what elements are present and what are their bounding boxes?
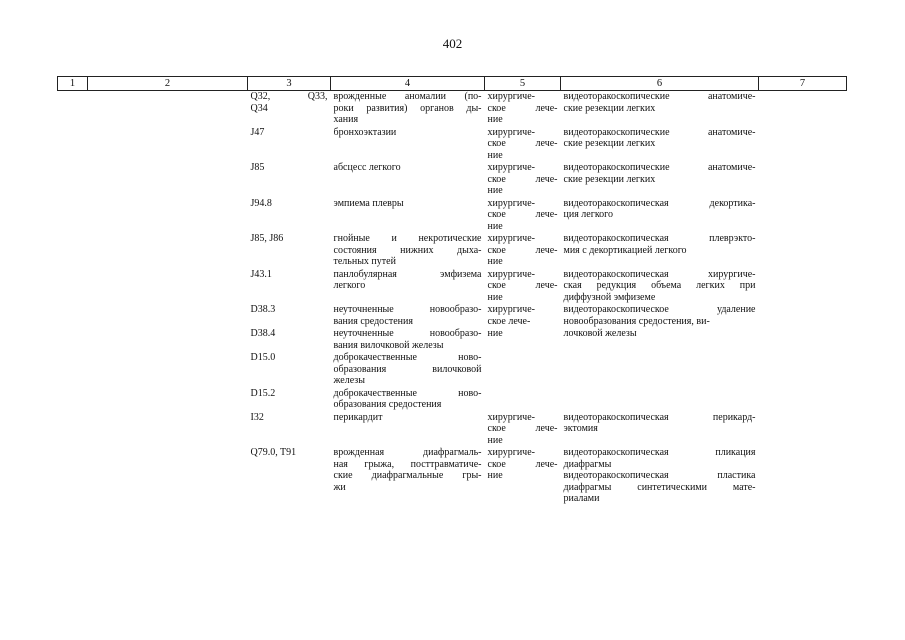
cell-line: врожденная диафрагмаль- (333, 447, 482, 458)
notes-cell (759, 304, 847, 328)
disease-cell (331, 127, 485, 163)
table-row (58, 352, 847, 388)
column-header-3: 3 (248, 77, 331, 91)
document-table (57, 76, 847, 506)
column-number-row (58, 77, 847, 91)
cell-line: ское лече- (487, 315, 531, 327)
cell-line: неуточненные новообразо- (333, 304, 482, 315)
diagnosis-code-cell (248, 269, 331, 305)
treatment-method-cell (561, 328, 759, 352)
notes-cell (759, 447, 847, 506)
diagnosis-code-cell (248, 447, 331, 506)
cell-line: видеоторакоскопическая декортика- (563, 197, 756, 209)
treatment-type-cell (485, 162, 561, 198)
column-header-6: 6 (561, 77, 759, 91)
table-row (58, 91, 847, 127)
column-header-4: 4 (331, 77, 485, 91)
treatment-method-cell (561, 162, 759, 198)
notes-cell (759, 91, 847, 127)
treatment-type-cell (485, 127, 561, 163)
treatment-method-cell (561, 447, 759, 506)
diagnosis-code-cell (248, 91, 331, 127)
treatment-type-cell (485, 328, 561, 352)
cell-line: мия с декортикацией легкого (563, 244, 687, 256)
cell-line: Q32, Q33, (250, 91, 328, 102)
column-header-2: 2 (88, 77, 248, 91)
disease-cell (331, 91, 485, 127)
notes-cell (759, 269, 847, 305)
number-cell (58, 233, 88, 269)
notes-cell (759, 162, 847, 198)
cell-line: диффузной эмфиземе (563, 291, 656, 303)
diagnosis-code-cell (248, 304, 331, 328)
number-cell (58, 304, 88, 328)
notes-cell (759, 352, 847, 388)
number-cell (58, 198, 88, 234)
cell-line: видеоторакоскопические анатомиче- (563, 126, 756, 138)
notes-cell (759, 328, 847, 352)
disease-cell (331, 198, 485, 234)
cell-line: видеоторакоскопическое удаление (563, 304, 756, 315)
notes-cell (759, 388, 847, 412)
treatment-type-cell (485, 412, 561, 448)
cell-line: ское лече- (487, 244, 558, 256)
treatment-method-cell (561, 198, 759, 234)
cell-line: новообразования средостения, ви- (563, 315, 710, 327)
table-row (58, 304, 847, 328)
cell-line: хирургиче- (487, 197, 535, 209)
number-cell (58, 412, 88, 448)
cell-line: хирургиче- (487, 304, 535, 315)
treatment-method-cell (561, 233, 759, 269)
cell-line: ское лече- (487, 102, 558, 114)
cell-line: риалами (563, 493, 600, 504)
number-cell (58, 91, 88, 127)
cell-line: видеоторакоскопическая пластика (563, 470, 756, 481)
cell-line: J94.8 (250, 197, 272, 209)
diagnosis-code-cell (248, 328, 331, 352)
cell-line: J43.1 (250, 268, 272, 280)
number-cell (58, 352, 88, 388)
profile-cell (88, 388, 248, 412)
treatment-method-cell (561, 91, 759, 127)
table-row (58, 447, 847, 506)
table-row (58, 328, 847, 352)
column-header-7: 7 (759, 77, 847, 91)
treatment-type-cell (485, 91, 561, 127)
cell-line: ские диафрагмальные гры- (333, 470, 482, 481)
profile-cell (88, 269, 248, 305)
cell-line: бронхоэктазии (333, 126, 397, 138)
cell-line: D38.4 (250, 328, 276, 339)
cell-line: роки развития) органов ды- (333, 102, 482, 114)
cell-line: ское лече- (487, 280, 558, 291)
cell-line: ние (487, 114, 503, 125)
profile-cell (88, 447, 248, 506)
cell-line: состояния нижних дыха- (333, 244, 482, 256)
profile-cell (88, 233, 248, 269)
cell-line: ние (487, 434, 503, 446)
treatment-type-cell (485, 447, 561, 506)
cell-line: ские резекции легких (563, 102, 656, 114)
cell-line: ское лече- (487, 209, 558, 220)
table-row (58, 269, 847, 305)
number-cell (58, 162, 88, 198)
cell-line: Q34 (250, 102, 268, 114)
diagnosis-code-cell (248, 233, 331, 269)
treatment-type-cell (485, 304, 561, 328)
profile-cell (88, 127, 248, 163)
disease-cell (331, 162, 485, 198)
cell-line: ская редукция объема легких при (563, 280, 756, 291)
notes-cell (759, 233, 847, 269)
profile-cell (88, 304, 248, 328)
cell-line: образования вилочковой (333, 363, 482, 375)
treatment-method-cell (561, 388, 759, 412)
cell-line: видеоторакоскопическая плеврэкто- (563, 233, 756, 244)
treatment-type-cell (485, 269, 561, 305)
diagnosis-code-cell (248, 127, 331, 163)
notes-cell (759, 198, 847, 234)
cell-line: ние (487, 328, 503, 339)
cell-line: тельных путей (333, 256, 396, 267)
disease-cell (331, 269, 485, 305)
cell-line: ское лече- (487, 138, 558, 149)
profile-cell (88, 162, 248, 198)
profile-cell (88, 198, 248, 234)
cell-line: перикардит (333, 411, 383, 423)
diagnosis-code-cell (248, 388, 331, 412)
cell-line: железы (333, 375, 365, 386)
column-header-5: 5 (485, 77, 561, 91)
notes-cell (759, 127, 847, 163)
number-cell (58, 269, 88, 305)
table-row (58, 127, 847, 163)
table-row (58, 412, 847, 448)
profile-cell (88, 328, 248, 352)
cell-line: диафрагмы синтетическими мате- (563, 481, 756, 493)
disease-cell (331, 352, 485, 388)
cell-line: ское лече- (487, 458, 558, 470)
treatment-method-cell (561, 352, 759, 388)
cell-line: ние (487, 291, 503, 303)
cell-line: J47 (250, 126, 265, 138)
cell-line: неуточненные новообразо- (333, 328, 482, 339)
cell-line: ское лече- (487, 173, 558, 185)
cell-line: эктомия (563, 423, 598, 434)
number-cell (58, 328, 88, 352)
cell-line: вания вилочковой железы (333, 339, 444, 351)
disease-cell (331, 388, 485, 412)
table-row (58, 233, 847, 269)
cell-line: жи (333, 481, 346, 493)
diagnosis-code-cell (248, 198, 331, 234)
notes-cell (759, 412, 847, 448)
cell-line: ние (487, 470, 503, 481)
number-cell (58, 447, 88, 506)
treatment-type-cell (485, 388, 561, 412)
cell-line: ские резекции легких (563, 173, 656, 185)
cell-line: D15.2 (250, 387, 276, 399)
table-row (58, 198, 847, 234)
disease-cell (331, 233, 485, 269)
cell-line: J85, J86 (250, 233, 284, 244)
number-cell (58, 388, 88, 412)
cell-line: видеоторакоскопическая перикард- (563, 411, 756, 423)
treatment-type-cell (485, 198, 561, 234)
cell-line: врожденные аномалии (по- (333, 91, 482, 102)
treatment-method-cell (561, 127, 759, 163)
treatment-type-cell (485, 352, 561, 388)
treatment-method-cell (561, 269, 759, 305)
cell-line: ная грыжа, посттравматиче- (333, 458, 482, 470)
cell-line: ские резекции легких (563, 138, 656, 149)
cell-line: видеоторакоскопические анатомиче- (563, 162, 756, 173)
treatment-method-cell (561, 412, 759, 448)
cell-line: абсцесс легкого (333, 162, 401, 173)
cell-line: ние (487, 256, 503, 267)
cell-line: ция легкого (563, 209, 614, 220)
page-number: 402 (442, 36, 463, 51)
disease-cell (331, 447, 485, 506)
cell-line: хирургиче- (487, 126, 535, 138)
cell-line: диафрагмы (563, 458, 612, 470)
cell-line: хирургиче- (487, 411, 535, 423)
cell-line: лочковой железы (563, 328, 637, 339)
treatment-type-cell (485, 233, 561, 269)
cell-line: ние (487, 185, 503, 196)
cell-line: хирургиче- (487, 91, 535, 102)
cell-line: хирургиче- (487, 268, 535, 280)
cell-line: видеоторакоскопическая пликация (563, 447, 756, 458)
cell-line: эмпиема плевры (333, 197, 404, 209)
treatment-method-cell (561, 304, 759, 328)
cell-line: ние (487, 220, 503, 232)
disease-cell (331, 328, 485, 352)
diagnosis-code-cell (248, 162, 331, 198)
cell-line: хирургиче- (487, 162, 535, 173)
cell-line: D15.0 (250, 352, 276, 363)
table-body (58, 91, 847, 506)
cell-line: J85 (250, 162, 265, 173)
cell-line: видеоторакоскопическая хирургиче- (563, 268, 756, 280)
cell-line: доброкачественные ново- (333, 387, 482, 399)
cell-line: хирургиче- (487, 233, 535, 244)
cell-line: видеоторакоскопические анатомиче- (563, 91, 756, 102)
cell-line: образования средостения (333, 399, 442, 410)
cell-line: вания средостения (333, 315, 413, 327)
cell-line: доброкачественные ново- (333, 352, 482, 363)
disease-cell (331, 304, 485, 328)
cell-line: гнойные и некротические (333, 233, 482, 244)
disease-cell (331, 412, 485, 448)
diagnosis-code-cell (248, 412, 331, 448)
cell-line: легкого (333, 280, 366, 291)
column-header-1: 1 (58, 77, 88, 91)
profile-cell (88, 352, 248, 388)
cell-line: I32 (250, 411, 264, 423)
profile-cell (88, 91, 248, 127)
cell-line: хания (333, 114, 359, 125)
cell-line: хирургиче- (487, 447, 535, 458)
table-row (58, 162, 847, 198)
cell-line: ние (487, 149, 503, 161)
table-row (58, 388, 847, 412)
diagnosis-code-cell (248, 352, 331, 388)
cell-line: панлобулярная эмфизема (333, 268, 482, 280)
cell-line: ское лече- (487, 423, 558, 434)
cell-line: D38.3 (250, 304, 276, 315)
cell-line: Q79.0, T91 (250, 447, 297, 458)
number-cell (58, 127, 88, 163)
profile-cell (88, 412, 248, 448)
